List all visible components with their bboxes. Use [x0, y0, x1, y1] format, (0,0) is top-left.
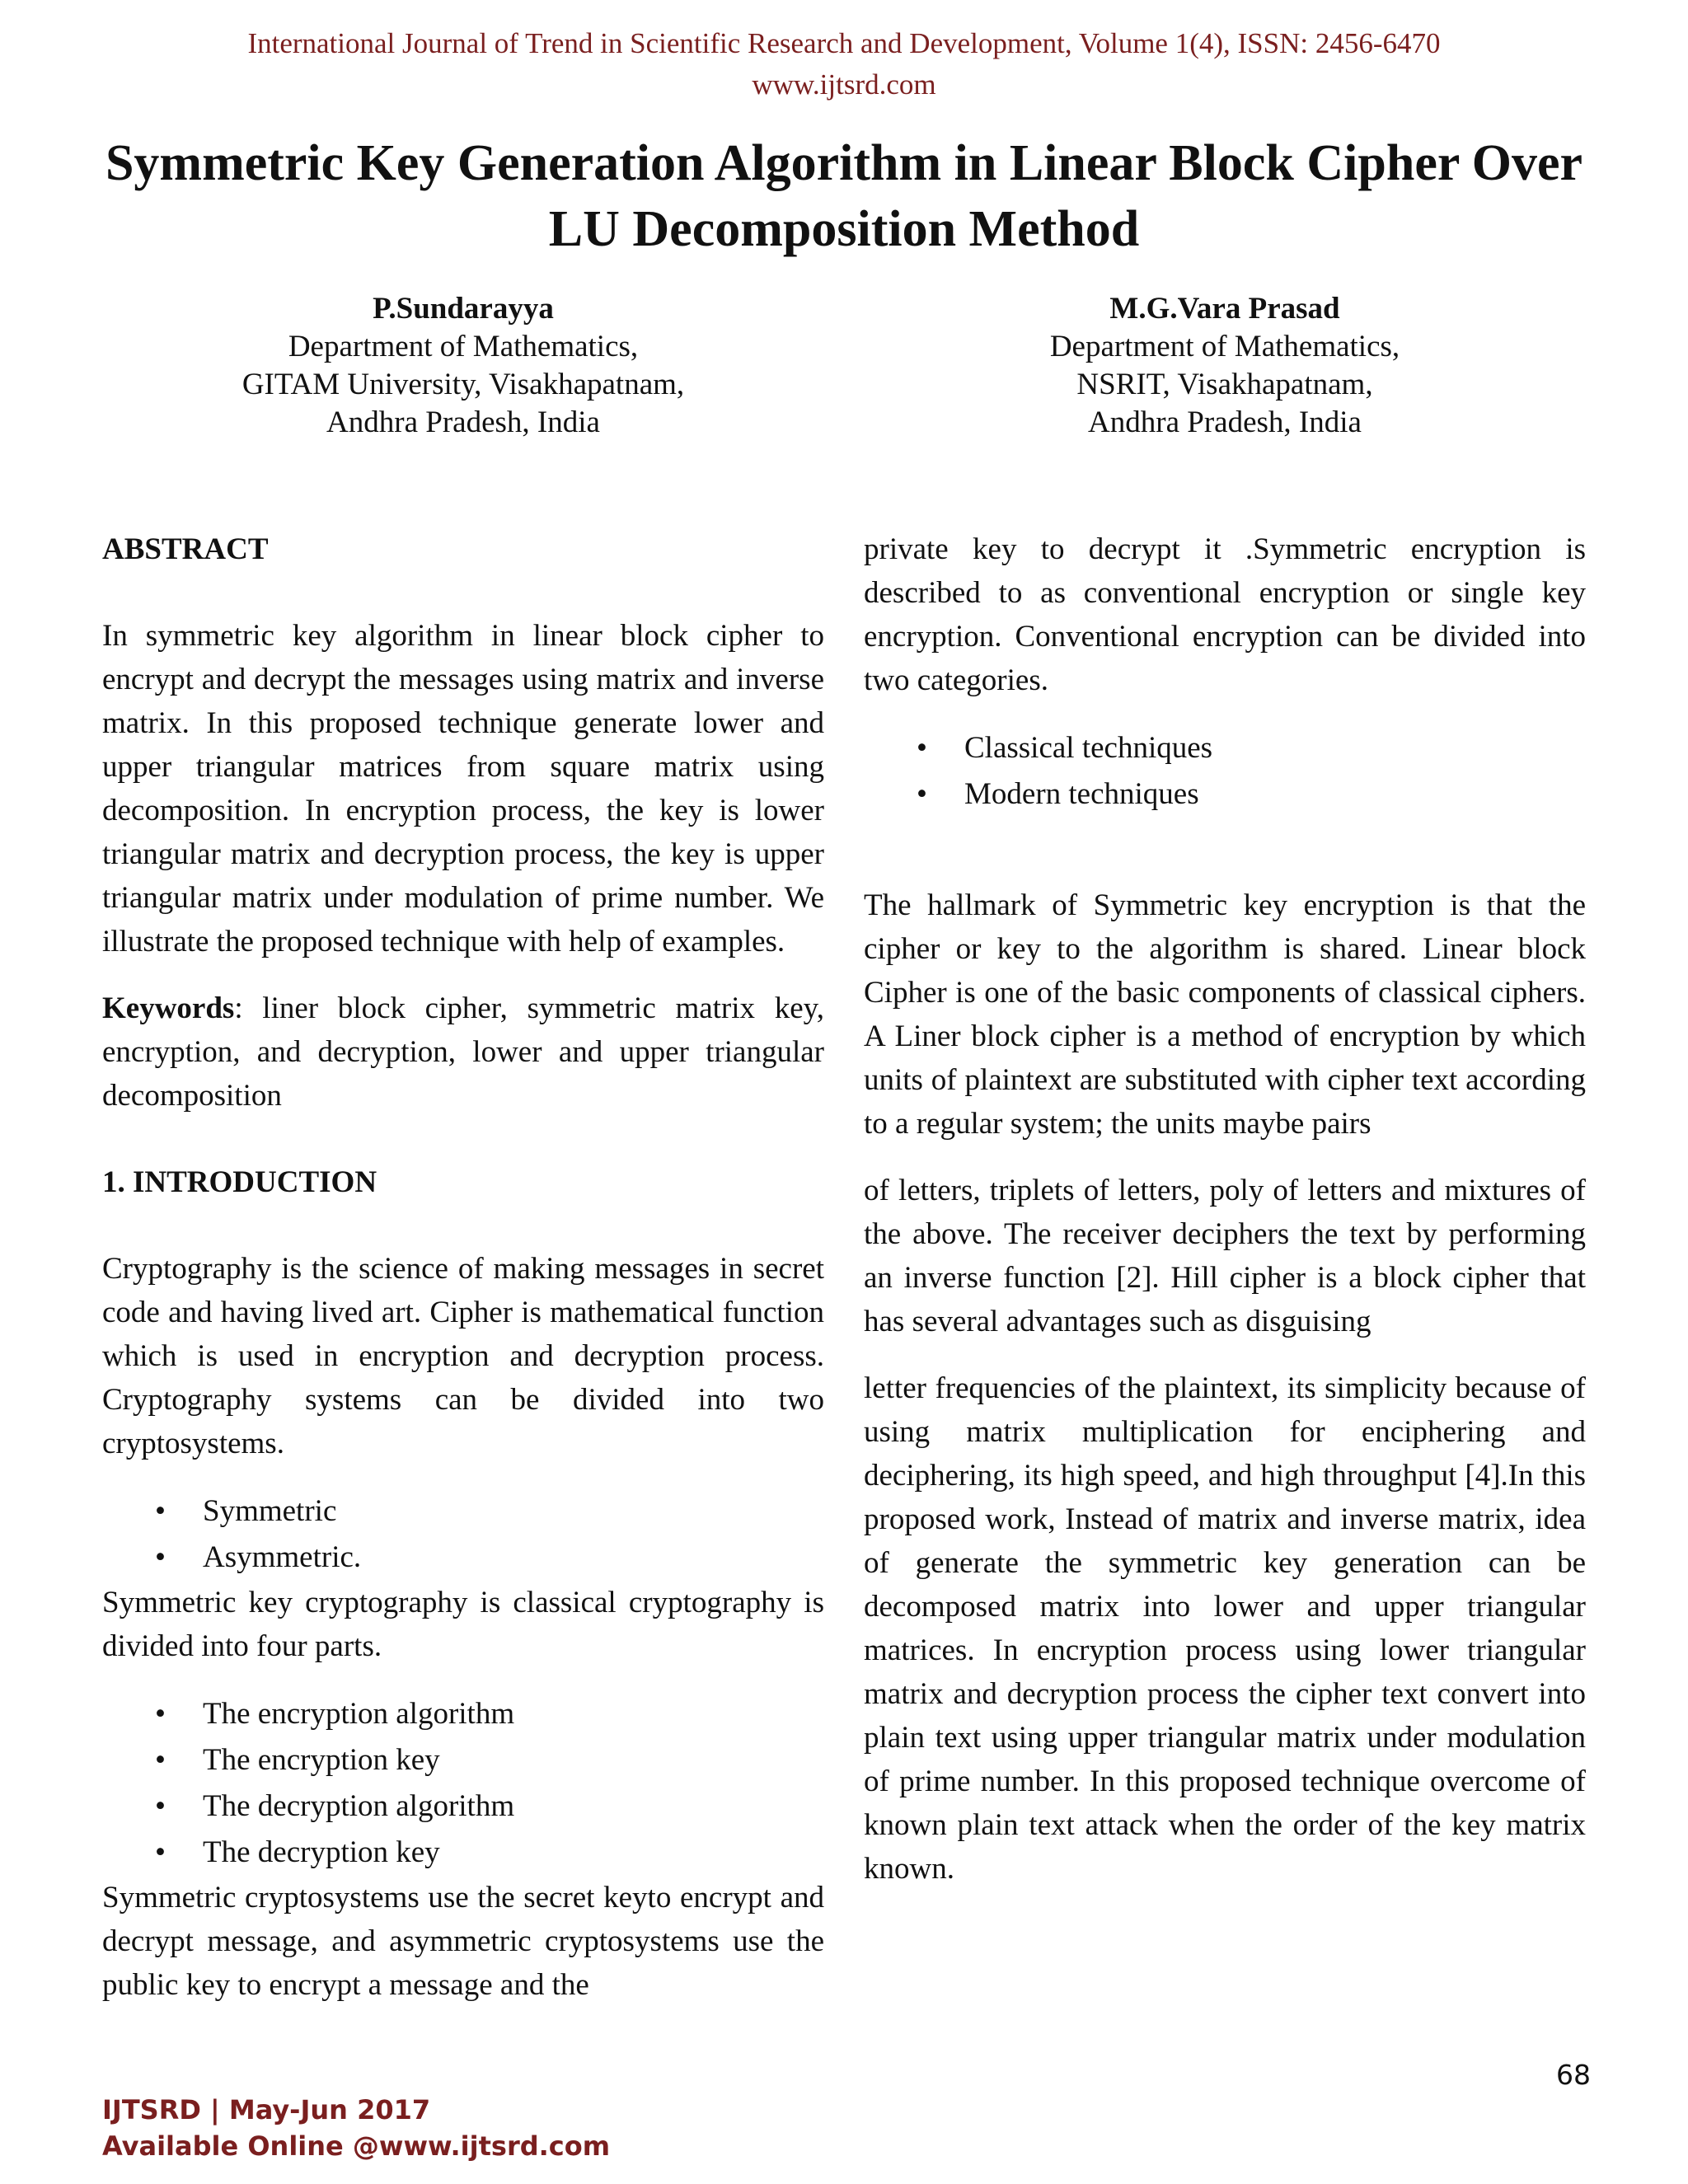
bullet-icon: • — [155, 1743, 166, 1777]
author-department: Department of Mathematics, — [1049, 330, 1400, 363]
abstract-heading: ABSTRACT — [102, 532, 269, 566]
journal-name: International Journal of Trend in Scientific Research and Development, Volume 1(4), ISSN: 2456-6470 — [247, 27, 1441, 59]
keywords-label: Keywords — [102, 991, 235, 1025]
list-item: • The encryption key — [155, 1737, 824, 1783]
right-column — [864, 527, 1586, 1891]
author-block-2 — [912, 290, 1538, 442]
footer-website: Available Online @www.ijtsrd.com — [102, 2130, 611, 2162]
technique-list — [864, 725, 1586, 818]
running-header — [0, 23, 1688, 105]
author-institution: GITAM University, Visakhapatnam, — [241, 368, 685, 401]
symmetric-parts-list — [102, 1691, 824, 1876]
cryptosystem-list — [102, 1488, 824, 1581]
author-department: Department of Mathematics, — [288, 330, 639, 363]
bullet-icon: • — [155, 1789, 166, 1823]
list-item: • Modern techniques — [917, 771, 1586, 818]
right-paragraph-4: letter frequencies of the plaintext, its simplicity because of using matrix multiplication for enciphering and deciphering, its high speed, and high throughput [4].In this proposed work, Instead of matrix and inverse matrix, idea of generate the symmetric key generation can be decomposed matrix into lower and upper triangular matrices. In encryption process using lower triangular matrix and decryption process the cipher text convert into plain text using upper triangular matrix under modulation of prime number. In this proposed technique overcome of known plain text attack when the order of the key matrix known. — [864, 1371, 1586, 1886]
list-item: • The encryption algorithm — [155, 1691, 824, 1737]
footer-issue: IJTSRD | May-Jun 2017 — [102, 2094, 431, 2125]
list-item: • Asymmetric. — [155, 1535, 824, 1581]
bullet-icon: • — [155, 1540, 166, 1574]
author-name: M.G.Vara Prasad — [1109, 292, 1340, 326]
list-item: • The decryption key — [155, 1830, 824, 1876]
intro-paragraph-3: Symmetric cryptosystems use the secret keyto encrypt and decrypt message, and asymmetric cryptosystems use the public key to encrypt a message and the — [102, 1881, 824, 2002]
abstract-text: In symmetric key algorithm in linear block cipher to encrypt and decrypt the messages using matrix and inverse matrix. In this proposed technique generate lower and upper triangular matrices from square matrix using decomposition. In encryption process, the key is lower triangular matrix and decryption process, the key is upper triangular matrix under modulation of prime number. We illustrate the proposed technique with help of examples. — [102, 619, 824, 958]
bullet-icon: • — [917, 777, 927, 811]
list-item: • Symmetric — [155, 1488, 824, 1535]
right-paragraph-1: private key to decrypt it .Symmetric encryption is described to as conventional encryption or single key encryption. Conventional encryption can be divided into two categories. — [864, 532, 1586, 697]
title-line-1: Symmetric Key Generation Algorithm in Linear Block Cipher Over — [105, 135, 1583, 191]
intro-paragraph-1: Cryptography is the science of making messages in secret code and having lived art. Cipher is mathematical function which is used in encryption and decryption process. Cryptography systems can be divided into two cryptosystems. — [102, 1252, 824, 1460]
author-block-1 — [150, 290, 776, 442]
list-item: • The decryption algorithm — [155, 1783, 824, 1830]
bullet-icon: • — [155, 1835, 166, 1869]
keywords-paragraph — [102, 987, 824, 1118]
bullet-icon: • — [155, 1697, 166, 1731]
author-location: Andhra Pradesh, India — [326, 405, 600, 439]
left-column — [102, 527, 824, 2007]
intro-paragraph-2: Symmetric key cryptography is classical cryptography is divided into four parts. — [102, 1586, 824, 1663]
journal-website: www.ijtsrd.com — [752, 68, 936, 101]
author-institution: NSRIT, Visakhapatnam, — [1076, 368, 1373, 401]
author-location: Andhra Pradesh, India — [1088, 405, 1362, 439]
title-line-2: LU Decomposition Method — [548, 201, 1140, 257]
paper-title — [66, 130, 1622, 262]
keywords-text: : liner block cipher, symmetric matrix key, encryption, and decryption, lower and upper triangular decomposition — [102, 991, 824, 1113]
list-item: • Classical techniques — [917, 725, 1586, 771]
introduction-heading: 1. INTRODUCTION — [102, 1165, 377, 1199]
author-name: P.Sundarayya — [373, 292, 554, 326]
page-footer — [102, 2092, 610, 2164]
page-number: 68 — [1556, 2059, 1591, 2091]
bullet-icon: • — [917, 731, 927, 765]
bullet-icon: • — [155, 1494, 166, 1528]
right-paragraph-3: of letters, triplets of letters, poly of letters and mixtures of the above. The receiver deciphers the text by performing an inverse function [2]. Hill cipher is a block cipher that has several advantages such as disguising — [864, 1174, 1586, 1338]
right-paragraph-2: The hallmark of Symmetric key encryption is that the cipher or key to the algorithm is shared. Linear block Cipher is one of the basic components of classical ciphers. A Liner block cipher is a method of encryption by which units of plaintext are substituted with cipher text according to a regular system; the units maybe pairs — [864, 888, 1586, 1141]
